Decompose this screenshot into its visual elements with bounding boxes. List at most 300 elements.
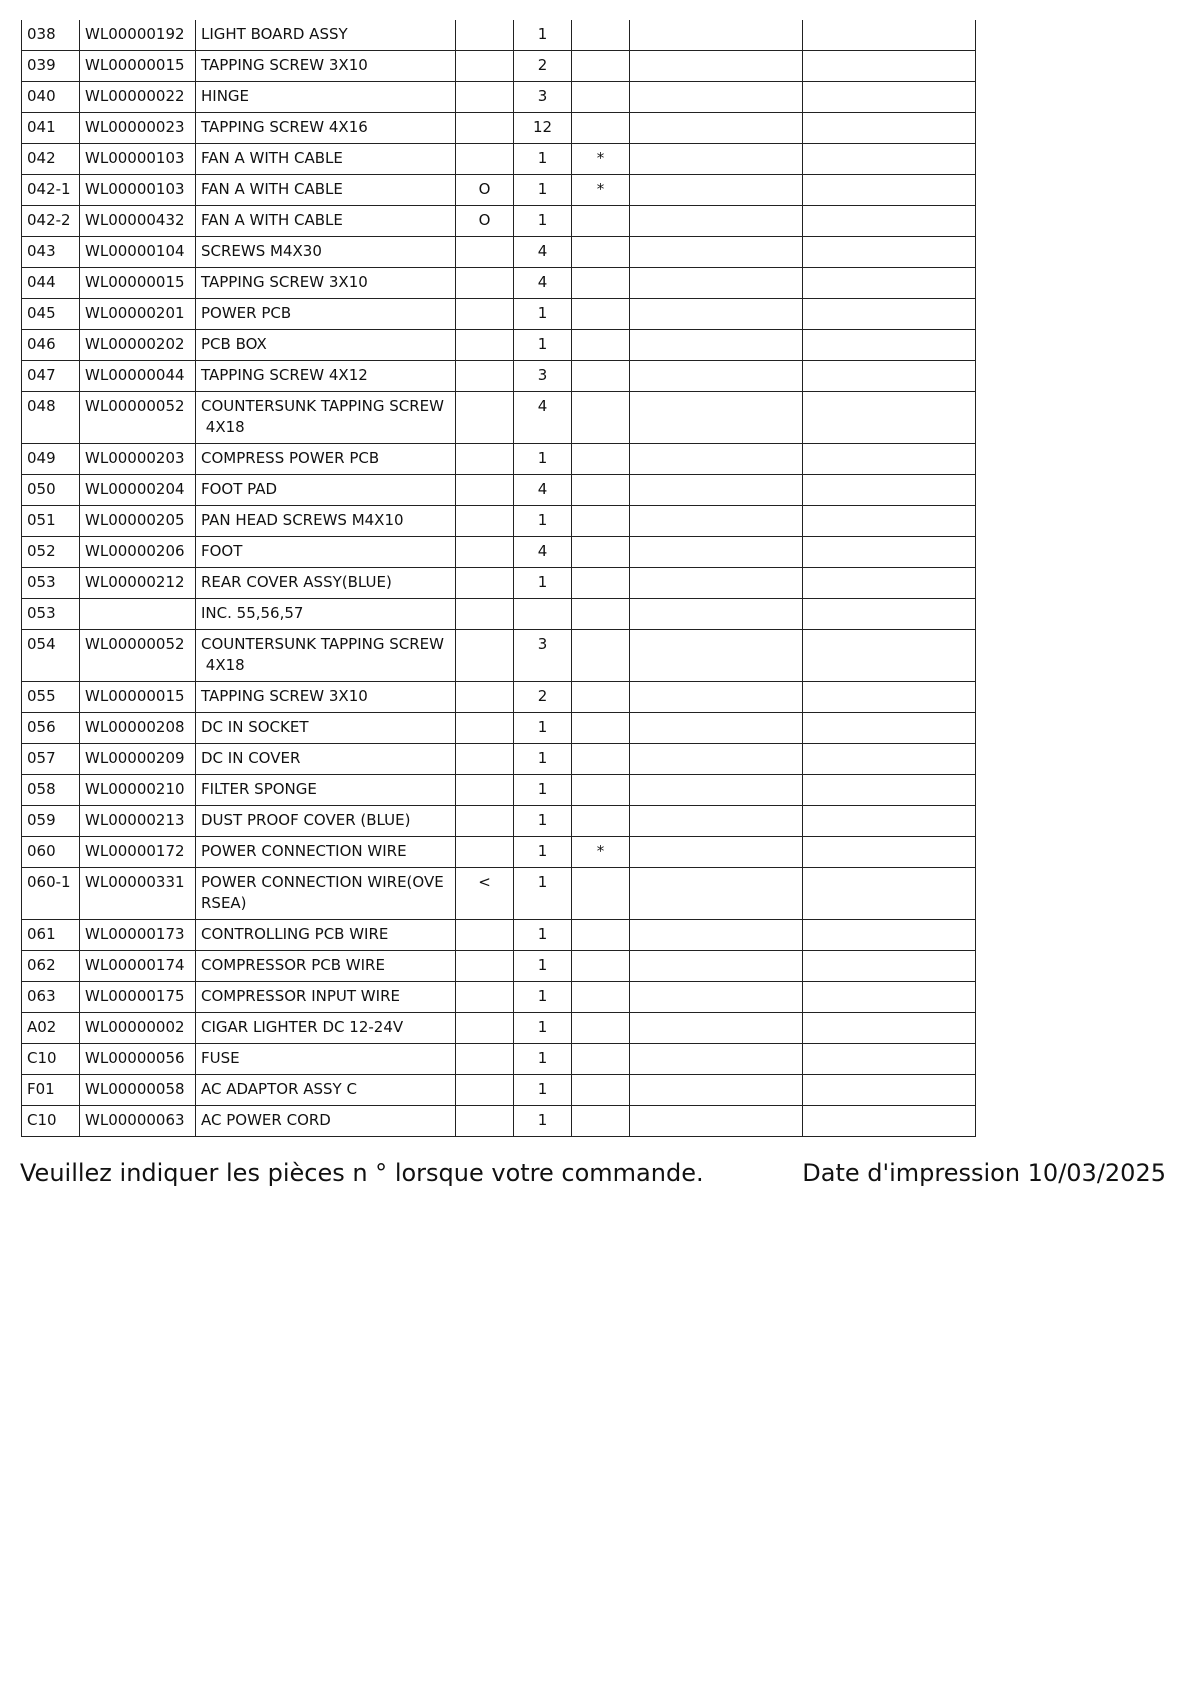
order-instruction-note: Veuillez indiquer les pièces n ° lorsque votre commande. <box>20 1159 704 1187</box>
blank-cell <box>630 568 803 599</box>
code-cell <box>456 806 514 837</box>
quantity-cell: 1 <box>514 506 572 537</box>
table-row <box>22 1106 976 1137</box>
blank-cell <box>630 506 803 537</box>
reference-cell: WL00000015 <box>80 268 196 299</box>
mark-cell <box>572 113 630 144</box>
reference-cell: WL00000015 <box>80 51 196 82</box>
description-cell: FOOT <box>196 537 456 568</box>
description-cell: FAN A WITH CABLE <box>196 144 456 175</box>
quantity-cell: 1 <box>514 20 572 51</box>
mark-cell <box>572 506 630 537</box>
blank-cell <box>803 599 976 630</box>
mark-cell <box>572 630 630 682</box>
quantity-cell: 3 <box>514 630 572 682</box>
part-number-cell: 063 <box>22 982 80 1013</box>
table-row <box>22 361 976 392</box>
description-cell: POWER PCB <box>196 299 456 330</box>
code-cell <box>456 982 514 1013</box>
code-cell <box>456 537 514 568</box>
description-cell: COUNTERSUNK TAPPING SCREW 4X18 <box>196 392 456 444</box>
reference-cell: WL00000331 <box>80 868 196 920</box>
description-cell: DC IN COVER <box>196 744 456 775</box>
code-cell: O <box>456 175 514 206</box>
mark-cell <box>572 361 630 392</box>
blank-cell <box>803 113 976 144</box>
part-number-cell: 051 <box>22 506 80 537</box>
table-row <box>22 82 976 113</box>
blank-cell <box>803 868 976 920</box>
table-row <box>22 113 976 144</box>
blank-cell <box>630 206 803 237</box>
blank-cell <box>803 475 976 506</box>
mark-cell <box>572 475 630 506</box>
blank-cell <box>630 951 803 982</box>
table-row <box>22 775 976 806</box>
description-cell: PAN HEAD SCREWS M4X10 <box>196 506 456 537</box>
mark-cell <box>572 330 630 361</box>
table-row <box>22 982 976 1013</box>
quantity-cell: 1 <box>514 175 572 206</box>
table-row <box>22 1013 976 1044</box>
blank-cell <box>803 144 976 175</box>
blank-cell <box>630 1106 803 1137</box>
description-cell: TAPPING SCREW 3X10 <box>196 682 456 713</box>
blank-cell <box>630 599 803 630</box>
mark-cell: * <box>572 175 630 206</box>
table-row <box>22 475 976 506</box>
description-cell: TAPPING SCREW 4X16 <box>196 113 456 144</box>
table-row <box>22 837 976 868</box>
blank-cell <box>630 837 803 868</box>
table-row <box>22 920 976 951</box>
reference-cell: WL00000103 <box>80 144 196 175</box>
mark-cell <box>572 806 630 837</box>
description-cell: INC. 55,56,57 <box>196 599 456 630</box>
blank-cell <box>630 175 803 206</box>
code-cell <box>456 268 514 299</box>
mark-cell <box>572 682 630 713</box>
mark-cell <box>572 744 630 775</box>
quantity-cell: 4 <box>514 475 572 506</box>
code-cell <box>456 837 514 868</box>
mark-cell <box>572 868 630 920</box>
blank-cell <box>630 1013 803 1044</box>
quantity-cell: 1 <box>514 713 572 744</box>
code-cell <box>456 237 514 268</box>
code-cell <box>456 630 514 682</box>
part-number-cell: 038 <box>22 20 80 51</box>
reference-cell: WL00000172 <box>80 837 196 868</box>
description-cell: TAPPING SCREW 3X10 <box>196 268 456 299</box>
table-row <box>22 951 976 982</box>
mark-cell <box>572 920 630 951</box>
blank-cell <box>803 444 976 475</box>
blank-cell <box>803 206 976 237</box>
code-cell <box>456 920 514 951</box>
quantity-cell: 2 <box>514 51 572 82</box>
blank-cell <box>803 568 976 599</box>
blank-cell <box>630 51 803 82</box>
reference-cell: WL00000213 <box>80 806 196 837</box>
quantity-cell: 1 <box>514 444 572 475</box>
part-number-cell: 052 <box>22 537 80 568</box>
blank-cell <box>630 537 803 568</box>
table-row <box>22 51 976 82</box>
code-cell <box>456 361 514 392</box>
description-cell: SCREWS M4X30 <box>196 237 456 268</box>
code-cell <box>456 1075 514 1106</box>
blank-cell <box>630 775 803 806</box>
blank-cell <box>630 361 803 392</box>
blank-cell <box>803 299 976 330</box>
blank-cell <box>803 982 976 1013</box>
code-cell <box>456 51 514 82</box>
blank-cell <box>803 537 976 568</box>
table-row <box>22 206 976 237</box>
blank-cell <box>630 744 803 775</box>
quantity-cell: 2 <box>514 682 572 713</box>
quantity-cell: 1 <box>514 568 572 599</box>
reference-cell: WL00000015 <box>80 682 196 713</box>
reference-cell: WL00000056 <box>80 1044 196 1075</box>
part-number-cell: 039 <box>22 51 80 82</box>
blank-cell <box>630 713 803 744</box>
part-number-cell: 053 <box>22 568 80 599</box>
part-number-cell: 055 <box>22 682 80 713</box>
blank-cell <box>803 237 976 268</box>
part-number-cell: 059 <box>22 806 80 837</box>
description-cell: CIGAR LIGHTER DC 12-24V <box>196 1013 456 1044</box>
blank-cell <box>803 775 976 806</box>
reference-cell: WL00000044 <box>80 361 196 392</box>
description-cell: COMPRESSOR PCB WIRE <box>196 951 456 982</box>
part-number-cell: 058 <box>22 775 80 806</box>
quantity-cell: 1 <box>514 206 572 237</box>
parts-table-body <box>22 20 976 1137</box>
part-number-cell: 056 <box>22 713 80 744</box>
reference-cell: WL00000174 <box>80 951 196 982</box>
code-cell <box>456 568 514 599</box>
quantity-cell: 1 <box>514 1013 572 1044</box>
part-number-cell: 053 <box>22 599 80 630</box>
table-row <box>22 713 976 744</box>
code-cell <box>456 392 514 444</box>
blank-cell <box>630 268 803 299</box>
table-row <box>22 806 976 837</box>
parts-table <box>21 20 976 1137</box>
part-number-cell: 048 <box>22 392 80 444</box>
reference-cell: WL00000103 <box>80 175 196 206</box>
quantity-cell: 1 <box>514 982 572 1013</box>
reference-cell: WL00000206 <box>80 537 196 568</box>
reference-cell: WL00000205 <box>80 506 196 537</box>
quantity-cell: 1 <box>514 868 572 920</box>
quantity-cell: 4 <box>514 268 572 299</box>
part-number-cell: C10 <box>22 1044 80 1075</box>
blank-cell <box>803 82 976 113</box>
quantity-cell: 4 <box>514 237 572 268</box>
part-number-cell: 060 <box>22 837 80 868</box>
table-row <box>22 237 976 268</box>
table-row <box>22 599 976 630</box>
code-cell <box>456 1106 514 1137</box>
table-row <box>22 630 976 682</box>
reference-cell: WL00000432 <box>80 206 196 237</box>
quantity-cell: 1 <box>514 744 572 775</box>
quantity-cell: 3 <box>514 82 572 113</box>
part-number-cell: 050 <box>22 475 80 506</box>
description-cell: FUSE <box>196 1044 456 1075</box>
description-cell: FOOT PAD <box>196 475 456 506</box>
blank-cell <box>630 82 803 113</box>
reference-cell: WL00000202 <box>80 330 196 361</box>
blank-cell <box>803 837 976 868</box>
mark-cell <box>572 20 630 51</box>
mark-cell <box>572 206 630 237</box>
quantity-cell: 1 <box>514 1075 572 1106</box>
code-cell <box>456 330 514 361</box>
part-number-cell: 045 <box>22 299 80 330</box>
blank-cell <box>803 1044 976 1075</box>
blank-cell <box>803 630 976 682</box>
blank-cell <box>630 868 803 920</box>
table-row <box>22 537 976 568</box>
table-row <box>22 392 976 444</box>
blank-cell <box>630 20 803 51</box>
description-cell: POWER CONNECTION WIRE <box>196 837 456 868</box>
mark-cell <box>572 951 630 982</box>
quantity-cell: 1 <box>514 920 572 951</box>
part-number-cell: F01 <box>22 1075 80 1106</box>
code-cell <box>456 299 514 330</box>
part-number-cell: 046 <box>22 330 80 361</box>
mark-cell <box>572 1044 630 1075</box>
code-cell <box>456 744 514 775</box>
reference-cell: WL00000192 <box>80 20 196 51</box>
table-row <box>22 682 976 713</box>
code-cell: < <box>456 868 514 920</box>
blank-cell <box>803 1106 976 1137</box>
reference-cell: WL00000052 <box>80 392 196 444</box>
quantity-cell: 1 <box>514 775 572 806</box>
description-cell: TAPPING SCREW 3X10 <box>196 51 456 82</box>
description-cell: FAN A WITH CABLE <box>196 175 456 206</box>
table-row <box>22 144 976 175</box>
mark-cell <box>572 537 630 568</box>
quantity-cell: 1 <box>514 951 572 982</box>
part-number-cell: 041 <box>22 113 80 144</box>
reference-cell: WL00000023 <box>80 113 196 144</box>
mark-cell <box>572 299 630 330</box>
blank-cell <box>630 392 803 444</box>
blank-cell <box>803 951 976 982</box>
blank-cell <box>803 392 976 444</box>
description-cell: FILTER SPONGE <box>196 775 456 806</box>
code-cell <box>456 682 514 713</box>
mark-cell <box>572 1075 630 1106</box>
code-cell <box>456 1013 514 1044</box>
table-row <box>22 330 976 361</box>
table-row <box>22 1075 976 1106</box>
blank-cell <box>803 1013 976 1044</box>
code-cell <box>456 775 514 806</box>
table-row <box>22 506 976 537</box>
quantity-cell: 1 <box>514 1106 572 1137</box>
mark-cell <box>572 982 630 1013</box>
part-number-cell: 060-1 <box>22 868 80 920</box>
part-number-cell: 042-2 <box>22 206 80 237</box>
code-cell <box>456 444 514 475</box>
part-number-cell: 042 <box>22 144 80 175</box>
quantity-cell: 1 <box>514 144 572 175</box>
description-cell: AC POWER CORD <box>196 1106 456 1137</box>
description-cell: AC ADAPTOR ASSY C <box>196 1075 456 1106</box>
quantity-cell <box>514 599 572 630</box>
blank-cell <box>630 1044 803 1075</box>
reference-cell: WL00000058 <box>80 1075 196 1106</box>
table-row <box>22 868 976 920</box>
table-row <box>22 20 976 51</box>
part-number-cell: A02 <box>22 1013 80 1044</box>
blank-cell <box>630 630 803 682</box>
reference-cell: WL00000175 <box>80 982 196 1013</box>
mark-cell <box>572 713 630 744</box>
description-cell: LIGHT BOARD ASSY <box>196 20 456 51</box>
blank-cell <box>803 920 976 951</box>
mark-cell <box>572 444 630 475</box>
quantity-cell: 3 <box>514 361 572 392</box>
code-cell <box>456 144 514 175</box>
quantity-cell: 1 <box>514 330 572 361</box>
blank-cell <box>630 444 803 475</box>
description-cell: FAN A WITH CABLE <box>196 206 456 237</box>
reference-cell: WL00000022 <box>80 82 196 113</box>
description-cell: COUNTERSUNK TAPPING SCREW 4X18 <box>196 630 456 682</box>
mark-cell <box>572 568 630 599</box>
mark-cell <box>572 1106 630 1137</box>
reference-cell <box>80 599 196 630</box>
description-cell: COMPRESS POWER PCB <box>196 444 456 475</box>
table-row <box>22 1044 976 1075</box>
blank-cell <box>803 682 976 713</box>
description-cell: COMPRESSOR INPUT WIRE <box>196 982 456 1013</box>
quantity-cell: 1 <box>514 837 572 868</box>
mark-cell: * <box>572 144 630 175</box>
reference-cell: WL00000201 <box>80 299 196 330</box>
blank-cell <box>803 175 976 206</box>
part-number-cell: C10 <box>22 1106 80 1137</box>
reference-cell: WL00000204 <box>80 475 196 506</box>
reference-cell: WL00000209 <box>80 744 196 775</box>
blank-cell <box>630 330 803 361</box>
code-cell <box>456 506 514 537</box>
blank-cell <box>803 268 976 299</box>
mark-cell <box>572 1013 630 1044</box>
quantity-cell: 1 <box>514 1044 572 1075</box>
code-cell: O <box>456 206 514 237</box>
reference-cell: WL00000002 <box>80 1013 196 1044</box>
blank-cell <box>803 744 976 775</box>
blank-cell <box>630 237 803 268</box>
blank-cell <box>803 51 976 82</box>
part-number-cell: 049 <box>22 444 80 475</box>
mark-cell <box>572 51 630 82</box>
reference-cell: WL00000173 <box>80 920 196 951</box>
mark-cell <box>572 268 630 299</box>
quantity-cell: 1 <box>514 299 572 330</box>
mark-cell: * <box>572 837 630 868</box>
quantity-cell: 1 <box>514 806 572 837</box>
description-cell: TAPPING SCREW 4X12 <box>196 361 456 392</box>
code-cell <box>456 713 514 744</box>
print-date: Date d'impression 10/03/2025 <box>802 1159 1166 1187</box>
blank-cell <box>630 299 803 330</box>
part-number-cell: 043 <box>22 237 80 268</box>
blank-cell <box>630 113 803 144</box>
part-number-cell: 040 <box>22 82 80 113</box>
blank-cell <box>630 682 803 713</box>
reference-cell: WL00000212 <box>80 568 196 599</box>
code-cell <box>456 475 514 506</box>
table-row <box>22 568 976 599</box>
part-number-cell: 044 <box>22 268 80 299</box>
quantity-cell: 4 <box>514 392 572 444</box>
quantity-cell: 4 <box>514 537 572 568</box>
reference-cell: WL00000210 <box>80 775 196 806</box>
reference-cell: WL00000208 <box>80 713 196 744</box>
blank-cell <box>803 20 976 51</box>
blank-cell <box>630 1075 803 1106</box>
mark-cell <box>572 392 630 444</box>
blank-cell <box>803 806 976 837</box>
blank-cell <box>803 506 976 537</box>
reference-cell: WL00000203 <box>80 444 196 475</box>
reference-cell: WL00000104 <box>80 237 196 268</box>
part-number-cell: 047 <box>22 361 80 392</box>
code-cell <box>456 82 514 113</box>
table-row <box>22 268 976 299</box>
blank-cell <box>630 982 803 1013</box>
blank-cell <box>803 1075 976 1106</box>
part-number-cell: 057 <box>22 744 80 775</box>
description-cell: POWER CONNECTION WIRE(OVE RSEA) <box>196 868 456 920</box>
blank-cell <box>803 713 976 744</box>
description-cell: HINGE <box>196 82 456 113</box>
quantity-cell: 12 <box>514 113 572 144</box>
code-cell <box>456 20 514 51</box>
table-row <box>22 444 976 475</box>
part-number-cell: 062 <box>22 951 80 982</box>
blank-cell <box>630 144 803 175</box>
description-cell: DC IN SOCKET <box>196 713 456 744</box>
code-cell <box>456 113 514 144</box>
code-cell <box>456 951 514 982</box>
blank-cell <box>803 361 976 392</box>
reference-cell: WL00000063 <box>80 1106 196 1137</box>
part-number-cell: 054 <box>22 630 80 682</box>
table-row <box>22 744 976 775</box>
table-row <box>22 299 976 330</box>
blank-cell <box>630 806 803 837</box>
blank-cell <box>630 920 803 951</box>
description-cell: CONTROLLING PCB WIRE <box>196 920 456 951</box>
mark-cell <box>572 82 630 113</box>
description-cell: DUST PROOF COVER (BLUE) <box>196 806 456 837</box>
code-cell <box>456 599 514 630</box>
code-cell <box>456 1044 514 1075</box>
table-row <box>22 175 976 206</box>
